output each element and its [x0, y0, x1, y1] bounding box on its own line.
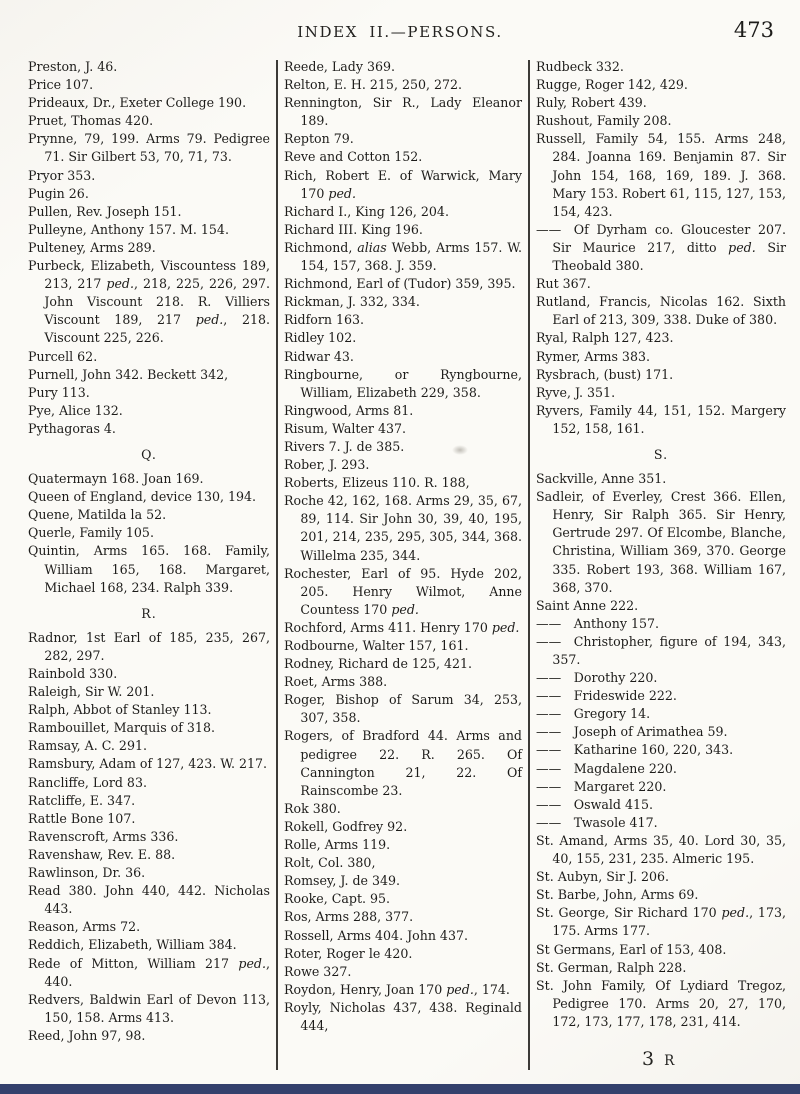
- index-entry-ditto: —— Anthony 157.: [536, 615, 660, 631]
- index-entry: Rober, J. 293.: [284, 457, 370, 473]
- index-entry: Russell, Family 54, 155. Arms 248, 284. Joanna 169. Benjamin 87. Sir John 154, 168, 169, 189. J. 368. Mary 153. Robert 61, 115, 127, 153, 154, 423.: [536, 131, 786, 219]
- section-letter: S.: [653, 446, 669, 462]
- index-entry: Rymer, Arms 383.: [536, 348, 650, 364]
- index-entry: Rainbold 330.: [28, 666, 118, 681]
- index-entry: Ryve, J. 351.: [536, 384, 616, 400]
- index-entry: St. George, Sir Richard 170 ped., 173, 175. Arms 177.: [536, 905, 786, 939]
- index-entry: Saint Anne 222.: [536, 597, 639, 613]
- index-entry: Rickman, J. 332, 334.: [284, 294, 420, 310]
- index-entry: Richmond, alias Webb, Arms 157. W. 154, 157, 368. J. 359.: [284, 239, 522, 274]
- index-entry: Relton, E. H. 215, 250, 272.: [284, 77, 463, 93]
- index-entry: Ros, Arms 288, 377.: [284, 909, 414, 925]
- column-divider: [276, 60, 278, 1070]
- bottom-edge-strip: [0, 1084, 800, 1094]
- section-letter: Q.: [141, 446, 157, 462]
- index-entry: Roche 42, 162, 168. Arms 29, 35, 67, 89, 114. Sir John 30, 39, 40, 195, 201, 214, 235, 295, 305, 344, 368. Willelma 235, 344.: [284, 493, 522, 563]
- index-entry: St. Aubyn, Sir J. 206.: [536, 869, 669, 885]
- index-column-2: [284, 58, 522, 1076]
- index-entry: Rok 380.: [284, 800, 341, 816]
- signature-number: 3: [642, 1048, 657, 1070]
- index-entry: Reason, Arms 72.: [28, 919, 141, 935]
- index-entry: Rivers 7. J. de 385.: [284, 438, 405, 454]
- index-entry: Rawlinson, Dr. 36.: [28, 865, 146, 881]
- index-entry: Purcell 62.: [28, 348, 98, 364]
- index-entry: Rut 367.: [536, 276, 591, 292]
- index-entry: Rugge, Roger 142, 429.: [536, 77, 688, 93]
- index-entry: Ringbourne, or Ryngbourne, William, Elizabeth 229, 358.: [284, 366, 522, 400]
- index-entry: Rich, Robert E. of Warwick, Mary 170 ped.: [284, 167, 522, 201]
- index-entry-ditto: —— Christopher, figure of 194, 343, 357.: [536, 633, 786, 667]
- section-letter: R.: [141, 605, 157, 621]
- index-entry: Rysbrach, (bust) 171.: [536, 366, 674, 382]
- index-entry-ditto: —— Joseph of Arimathea 59.: [536, 724, 728, 740]
- index-entry: Sackville, Anne 351.: [536, 471, 667, 487]
- index-entry: Rochford, Arms 411. Henry 170 ped.: [284, 619, 520, 635]
- index-entry: Ryvers, Family 44, 151, 152. Margery 152, 158, 161.: [536, 402, 786, 436]
- signature-mark: [642, 1048, 674, 1070]
- index-entry: Reede, Lady 369.: [284, 59, 396, 74]
- index-entry: Preston, J. 46.: [28, 59, 118, 74]
- index-entry: Richard I., King 126, 204.: [284, 203, 449, 219]
- index-entry: Quatermayn 168. Joan 169.: [28, 471, 204, 487]
- index-entry: Purbeck, Elizabeth, Viscountess 189, 213, 217 ped., 218, 225, 226, 297. John Viscount 218. R. Villiers Viscount 189, 217 ped., 218. Viscount 225, 226.: [28, 258, 270, 346]
- index-entry: Rolle, Arms 119.: [284, 837, 391, 853]
- index-entry: Rattle Bone 107.: [28, 810, 136, 826]
- index-entry: Rogers, of Bradford 44. Arms and pedigree 22. R. 265. Of Cannington 21, 22. Of Rainscombe 23.: [284, 728, 522, 798]
- index-entry-ditto: —— Katharine 160, 220, 343.: [536, 742, 734, 758]
- scan-smudge: [452, 445, 468, 455]
- page-title: INDEX II.—PERSONS.: [297, 23, 503, 41]
- index-entry: Royly, Nicholas 437, 438. Reginald 444,: [284, 999, 522, 1033]
- index-entry: Pythagoras 4.: [28, 420, 116, 436]
- index-entry: Rowe 327.: [284, 963, 352, 979]
- index-entry: Roter, Roger le 420.: [284, 945, 413, 961]
- index-entry: Ratcliffe, E. 347.: [28, 792, 136, 808]
- index-entry: Rennington, Sir R., Lady Eleanor 189.: [284, 95, 522, 129]
- index-entry: Romsey, J. de 349.: [284, 873, 401, 889]
- index-entry: Prynne, 79, 199. Arms 79. Pedigree 71. Sir Gilbert 53, 70, 71, 73.: [28, 131, 270, 165]
- index-entry: Pugin 26.: [28, 185, 89, 201]
- index-entry: Rudbeck 332.: [536, 59, 624, 74]
- index-entry: Rossell, Arms 404. John 437.: [284, 927, 468, 943]
- index-entry: Radnor, 1st Earl of 185, 235, 267, 282, 297.: [28, 629, 270, 663]
- index-entry: Purnell, John 342. Beckett 342,: [28, 366, 229, 382]
- index-entry: Ruly, Robert 439.: [536, 95, 647, 111]
- index-entry: Ravenscroft, Arms 336.: [28, 828, 179, 844]
- index-entry: Reddich, Elizabeth, William 384.: [28, 937, 237, 953]
- index-entry: Richmond, Earl of (Tudor) 359, 395.: [284, 276, 516, 292]
- column-divider: [528, 60, 530, 1070]
- index-entry: Ringwood, Arms 81.: [284, 402, 414, 418]
- index-entry: Pullen, Rev. Joseph 151.: [28, 203, 182, 219]
- index-entry: Rede of Mitton, William 217 ped., 440.: [28, 955, 270, 989]
- index-entry: Repton 79.: [284, 131, 354, 147]
- index-entry: Ramsay, A. C. 291.: [28, 738, 147, 754]
- index-entry: Ryal, Ralph 127, 423.: [536, 330, 674, 346]
- index-entry: Reve and Cotton 152.: [284, 149, 423, 165]
- index-entry: Ridley 102.: [284, 330, 357, 346]
- index-entry: Raleigh, Sir W. 201.: [28, 684, 155, 700]
- index-entry: Quintin, Arms 165. 168. Family, William 165, 168. Margaret, Michael 168, 234. Ralph 339.: [28, 543, 270, 595]
- index-entry: Ralph, Abbot of Stanley 113.: [28, 702, 212, 718]
- index-entry: St. John Family, Of Lydiard Tregoz, Pedigree 170. Arms 20, 27, 170, 172, 173, 177, 178, 231, 414.: [536, 977, 786, 1029]
- index-entry: Rushout, Family 208.: [536, 113, 672, 129]
- index-entry: Price 107.: [28, 77, 94, 93]
- index-entry: Roger, Bishop of Sarum 34, 253, 307, 358.: [284, 692, 522, 726]
- index-entry-ditto: —— Margaret 220.: [536, 778, 667, 794]
- index-entry: Redvers, Baldwin Earl of Devon 113, 150, 158. Arms 413.: [28, 991, 270, 1025]
- index-entry: Rokell, Godfrey 92.: [284, 818, 408, 834]
- index-entry: Rooke, Capt. 95.: [284, 891, 391, 907]
- index-entry: Roberts, Elizeus 110. R. 188,: [284, 475, 470, 491]
- index-entry-ditto: —— Oswald 415.: [536, 796, 653, 812]
- index-entry-ditto: —— Frideswide 222.: [536, 688, 677, 704]
- index-entry: Risum, Walter 437.: [284, 420, 406, 436]
- page-number: 473: [733, 18, 774, 42]
- index-entry: St. Barbe, John, Arms 69.: [536, 887, 699, 903]
- index-entry: Rolt, Col. 380,: [284, 855, 376, 871]
- index-entry-ditto: —— Twasole 417.: [536, 814, 658, 830]
- index-entry: Quene, Matilda la 52.: [28, 507, 167, 523]
- index-entry: Rodney, Richard de 125, 421.: [284, 656, 473, 672]
- page-header: [0, 18, 800, 52]
- index-entry: Reed, John 97, 98.: [28, 1027, 146, 1043]
- index-entry: Rutland, Francis, Nicolas 162. Sixth Earl of 213, 309, 338. Duke of 380.: [536, 294, 786, 328]
- index-entry-ditto: —— Dorothy 220.: [536, 670, 658, 686]
- index-entry: Roet, Arms 388.: [284, 674, 388, 690]
- index-entry: Read 380. John 440, 442. Nicholas 443.: [28, 883, 270, 917]
- index-entry: Ravenshaw, Rev. E. 88.: [28, 846, 176, 862]
- index-entry: Pryor 353.: [28, 167, 96, 183]
- index-entry: Pury 113.: [28, 384, 90, 400]
- index-entry: Pye, Alice 132.: [28, 402, 123, 418]
- index-entry: Pruet, Thomas 420.: [28, 113, 154, 129]
- index-entry: Ridforn 163.: [284, 312, 364, 328]
- index-entry: Sadleir, of Everley, Crest 366. Ellen, Henry, Sir Ralph 365. Sir Henry, Gertrude 297. Of Elcombe, Blanche, Christina, William 369, 370. George 335. Robert 193, 368. William 167, 368, 370.: [536, 489, 786, 595]
- index-entry-ditto: —— Of Dyrham co. Gloucester 207. Sir Maurice 217, ditto ped. Sir Theobald 380.: [536, 221, 786, 274]
- index-entry: Roydon, Henry, Joan 170 ped., 174.: [284, 981, 510, 997]
- signature-letter: R: [664, 1053, 675, 1069]
- index-entry: Prideaux, Dr., Exeter College 190.: [28, 95, 247, 111]
- index-entry: Rochester, Earl of 95. Hyde 202, 205. Henry Wilmot, Anne Countess 170 ped.: [284, 565, 522, 617]
- index-entry: Queen of England, device 130, 194.: [28, 489, 257, 505]
- index-entry: Richard III. King 196.: [284, 221, 423, 237]
- index-entry: Pulteney, Arms 289.: [28, 239, 156, 255]
- index-entry: Rancliffe, Lord 83.: [28, 774, 147, 790]
- index-entry: Ramsbury, Adam of 127, 423. W. 217.: [28, 756, 268, 772]
- index-column-1: [28, 58, 270, 1076]
- index-entry: Querle, Family 105.: [28, 525, 154, 541]
- index-column-3: [536, 58, 786, 1076]
- index-entry: St. German, Ralph 228.: [536, 959, 687, 975]
- index-entry: Ridwar 43.: [284, 348, 354, 364]
- index-entry-ditto: —— Gregory 14.: [536, 706, 651, 722]
- index-entry-ditto: —— Magdalene 220.: [536, 760, 677, 776]
- index-entry: Rodbourne, Walter 157, 161.: [284, 638, 469, 653]
- text-columns: [28, 58, 788, 1076]
- index-entry: Pulleyne, Anthony 157. M. 154.: [28, 221, 229, 237]
- index-entry: Rambouillet, Marquis of 318.: [28, 720, 215, 736]
- index-entry: St. Amand, Arms 35, 40. Lord 30, 35, 40, 155, 231, 235. Almeric 195.: [536, 832, 786, 867]
- index-entry: St Germans, Earl of 153, 408.: [536, 941, 727, 957]
